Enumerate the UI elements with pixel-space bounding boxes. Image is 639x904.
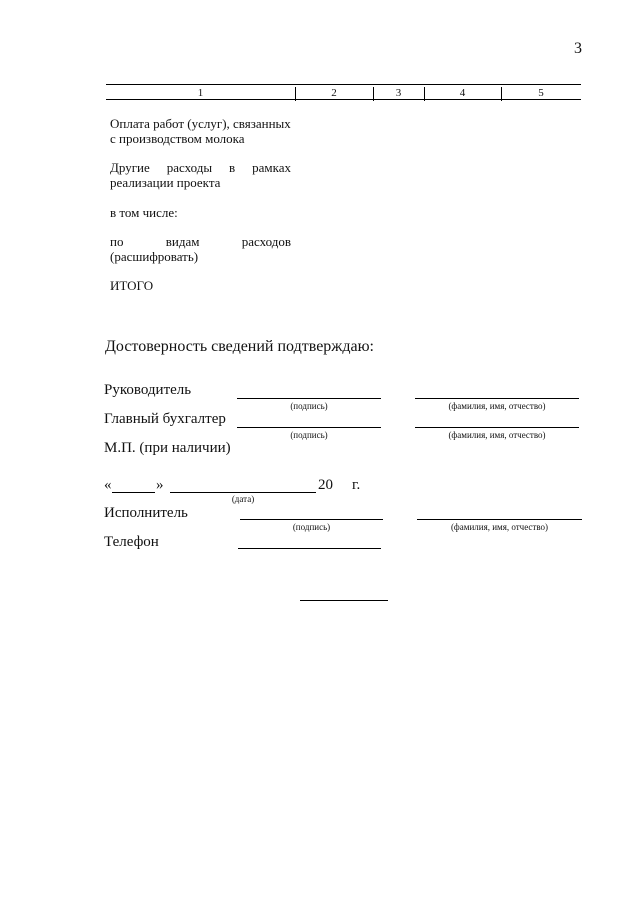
- date-caption: (дата): [231, 494, 255, 504]
- date-day-line: [112, 492, 155, 493]
- executor-signature-line: [240, 519, 383, 520]
- signature-caption: (подпись): [292, 522, 331, 532]
- director-signature-line: [237, 398, 381, 399]
- executor-name-line: [417, 519, 582, 520]
- row-label-line: реализации проекта: [110, 175, 221, 190]
- name-caption: (фамилия, имя, отчество): [450, 522, 549, 532]
- row-label-line: с производством молока: [110, 131, 245, 146]
- seal-label: М.П. (при наличии): [104, 440, 231, 456]
- page-number: 3: [574, 40, 582, 57]
- table-header-bottom-border: [106, 99, 581, 100]
- table-top-border: [106, 84, 581, 85]
- accountant-signature-line: [237, 427, 381, 428]
- table-row: [110, 116, 291, 146]
- row-label-line: по видам расходов: [110, 234, 291, 249]
- column-header-5: 5: [538, 87, 544, 99]
- director-label: Руководитель: [104, 382, 192, 398]
- table-row: [110, 234, 291, 264]
- table-row: [110, 278, 291, 293]
- signature-caption: (подпись): [290, 430, 328, 440]
- row-label-line: в том числе:: [110, 205, 178, 220]
- confirmation-statement: Достоверность сведений подтверждаю:: [105, 338, 374, 355]
- row-label-line: (расшифровать): [110, 249, 199, 264]
- row-label-line: Оплата работ (услуг), связанных: [110, 116, 291, 131]
- row-label-line: ИТОГО: [110, 278, 154, 293]
- date-year-prefix: 20: [318, 477, 333, 493]
- accountant-name-line: [415, 427, 579, 428]
- table-row: [110, 205, 291, 220]
- column-header-2: 2: [331, 87, 337, 99]
- date-year-suffix: г.: [352, 477, 361, 493]
- accountant-label: Главный бухгалтер: [104, 411, 226, 427]
- row-label-line: Другие расходы в рамках: [110, 160, 291, 175]
- table-row: [110, 160, 291, 190]
- end-separator-line: [300, 600, 388, 601]
- column-header-3: 3: [395, 87, 402, 99]
- date-month-line: [170, 492, 316, 493]
- name-caption: (фамилия, имя, отчество): [448, 430, 546, 440]
- phone-line: [238, 548, 381, 549]
- column-header-1: 1: [197, 87, 204, 99]
- phone-label: Телефон: [104, 534, 159, 550]
- date-open-quote: «: [104, 477, 112, 493]
- date-close-quote: »: [156, 477, 164, 493]
- director-name-line: [415, 398, 579, 399]
- name-caption: (фамилия, имя, отчество): [448, 401, 546, 411]
- signature-caption: (подпись): [290, 401, 328, 411]
- column-header-4: 4: [459, 87, 466, 99]
- executor-label: Исполнитель: [104, 505, 188, 521]
